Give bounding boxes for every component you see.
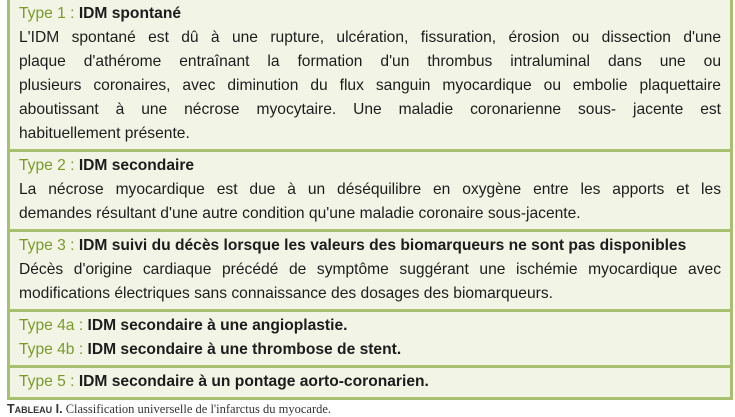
type-title: IDM suivi du décès lorsque les valeurs des biomarqueurs ne sont pas disponibles: [78, 237, 687, 254]
table-row-type-4: [10, 312, 730, 368]
row-text-line: plusieurs coronaires, avec diminution du flux sanguin myocardique ou embolie plaquettaire: [19, 77, 721, 94]
classification-table: [7, 0, 733, 400]
row-heading: [19, 234, 721, 258]
row-text-line: plaque d'athérome entraînant la formation d'un thrombus intraluminal dans une ou: [19, 53, 721, 70]
table-row-type-3: [10, 232, 730, 312]
row-text-line: L'IDM spontané est dû à une rupture, ulcération, fissuration, érosion ou dissection d'une: [19, 29, 721, 46]
type-label: Type 2 :: [19, 157, 79, 174]
table-row-type-5: [10, 368, 730, 400]
table-caption: [7, 401, 733, 417]
table-row-type-1: [10, 0, 730, 152]
type-label: Type 3 :: [19, 237, 79, 254]
row-text-line: Décès d'origine cardiaque précédé de symptôme suggérant une ischémie myocardique avec: [19, 261, 721, 278]
row-heading-4b: [19, 338, 721, 362]
type-title: IDM secondaire à une angioplastie.: [87, 317, 348, 334]
type-label: Type 1 :: [19, 5, 79, 22]
row-heading-4a: [19, 314, 721, 338]
row-heading: [19, 370, 721, 394]
row-text-line: La nécrose myocardique est due à un déséquilibre en oxygène entre les apports et les: [19, 181, 721, 198]
type-label: Type 4a :: [19, 317, 88, 334]
type-label: Type 5 :: [19, 373, 79, 390]
type-label: Type 4b :: [19, 341, 88, 358]
table-row-type-2: [10, 152, 730, 232]
type-title: IDM spontané: [78, 5, 182, 22]
caption-text: Classification universelle de l'infarctus du myocarde.: [62, 402, 332, 416]
type-title: IDM secondaire à un pontage aorto-coronarien.: [78, 373, 429, 390]
row-heading: [19, 154, 721, 178]
type-title: IDM secondaire: [78, 157, 195, 174]
row-text-line: habituellement présente.: [19, 125, 190, 142]
row-text-line: modifications électriques sans connaissance des dosages des biomarqueurs.: [19, 285, 553, 302]
type-title: IDM secondaire à une thrombose de stent.: [87, 341, 402, 358]
row-text-line: aboutissant à une nécrose myocytaire. Une maladie coronarienne sous- jacente est: [19, 101, 721, 118]
row-text-line: demandes résultant d'une autre condition qu'une maladie coronaire sous-jacente.: [19, 205, 581, 222]
caption-label: Tableau I.: [7, 402, 63, 416]
row-heading: [19, 2, 721, 26]
